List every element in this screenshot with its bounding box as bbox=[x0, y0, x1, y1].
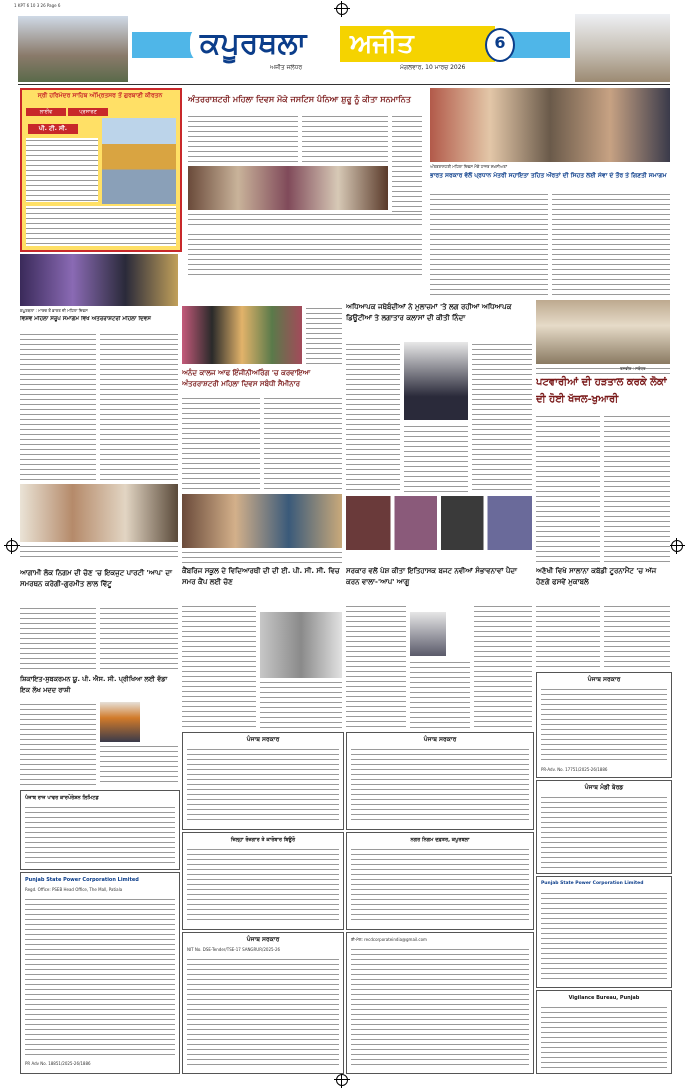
promo-golden-temple-photo bbox=[102, 118, 176, 204]
story-5-portrait-row bbox=[346, 496, 532, 550]
story-1-headline: ਅੰਤਰਰਾਸ਼ਟਰੀ ਮਹਿਲਾ ਦਿਵਸ ਮੌਕੇ ਜਸਟਿਸ ਪੰਨਿਆ ਸ਼ੁਰੂ ਨੂੰ ਕੀਤਾ ਸਨਮਾਨਿਤ bbox=[188, 95, 411, 104]
ad-vigilance bbox=[536, 990, 672, 1074]
ad-tender-ref: NIT No. DSE-Tender/TSE-17 SANGRUR/2025-26 bbox=[187, 947, 281, 952]
ad-pspcl-en bbox=[20, 872, 180, 1074]
story-3-photo-2 bbox=[20, 484, 178, 542]
story-9-col-1 bbox=[346, 604, 406, 728]
story-2-col-2 bbox=[552, 192, 670, 296]
promo-box bbox=[20, 88, 182, 252]
registration-mark bbox=[671, 540, 683, 552]
story-2-col-1 bbox=[430, 192, 548, 296]
ad-pspcl-left bbox=[20, 790, 180, 870]
story-6-headline: ਪਟਵਾਰੀਆਂ ਦੀ ਹੜਤਾਲ ਕਰਕੇ ਲੋਕਾਂ ਦੀ ਹੋਈ ਖੱਜਲ-ਖੁਆਰੀ bbox=[536, 377, 667, 405]
ad-municipal-title: ਨਗਰ ਨਿਗਮ ਦਫ਼ਤਰ, ਕਪੂਰਥਲਾ bbox=[410, 837, 470, 843]
ad-pspcl-right-title: Punjab State Power Corporation Limited bbox=[541, 881, 644, 886]
ad-pspcl-en-body bbox=[25, 897, 175, 1057]
ad-mandi-board-body bbox=[541, 795, 667, 869]
ad-municipal bbox=[346, 832, 534, 930]
story-1-cont bbox=[188, 232, 422, 276]
story-10-col-1 bbox=[536, 604, 600, 668]
promo-tag-2: ਪ੍ਰਸਾਰਣ bbox=[68, 108, 108, 116]
story-1-col-1 bbox=[188, 114, 298, 164]
ad-district-body bbox=[187, 847, 339, 923]
story-3-col-1 bbox=[20, 332, 96, 482]
story-3-photo bbox=[20, 254, 178, 306]
story-10-headline: ਅਣੋਖੀ ਵਿਖੇ ਸਾਲਾਨਾ ਕਬੱਡੀ ਟੂਰਨਾਮੈਂਟ 'ਚ ਅੱਜ ਹੋਣਗੇ ਫਸਵੇਂ ਮੁਕਾਬਲੇ bbox=[536, 567, 657, 586]
story-6-col-1 bbox=[536, 414, 600, 564]
promo-heading: ਸ੍ਰੀ ਹਰਿਮੰਦਰ ਸਾਹਿਬ ਅੰਮ੍ਰਿਤਸਰ ਤੋਂ ਗੁਰਬਾਣੀ ਕੀਰਤਨ bbox=[37, 92, 163, 99]
story-7-col-2 bbox=[100, 606, 178, 670]
story-3-headline: ਵਿਸ਼ਵ ਮਹਿਲਾ ਸਰੂਪ ਸਮਾਗਮ ਵਿਖੇ ਅੰਤਰਰਾਸ਼ਟਰੀ ਮਹਿਲਾ ਦਿਵਸ bbox=[20, 316, 151, 322]
story-4-col-2 bbox=[264, 396, 342, 492]
story-3-col-2 bbox=[100, 332, 178, 482]
story-8-photo bbox=[260, 612, 342, 678]
ad-district-office: ਜ਼ਿਲ੍ਹਾ ਰੋਜ਼ਗਾਰ ਤੇ ਕਾਰੋਬਾਰ ਬਿਊਰੋ bbox=[230, 837, 296, 843]
ad-corp-office-body bbox=[351, 747, 529, 823]
masthead-title-left: ਕਪੂਰਥਲਾ bbox=[190, 24, 360, 64]
story-5-col-2 bbox=[404, 424, 468, 492]
story-1-caption bbox=[188, 212, 422, 228]
story-11-col-1 bbox=[20, 702, 96, 786]
story-8-headline: ਕੈਂਬਰਿਜ ਸਕੂਲ ਦੇ ਵਿਦਿਆਰਥੀ ਦੀ ਦੀ ਈ. ਪੀ. ਸੀ. ਸੀ. ਵਿਚ ਸਮਰ ਕੈਂਪ ਲਈ ਚੋਣ bbox=[182, 567, 340, 586]
story-5-portrait bbox=[404, 342, 468, 420]
story-2-headline: ਭਾਰਤ ਸਰਕਾਰ ਵੱਲੋਂ ਪ੍ਰਧਾਨ ਮੰਤਰੀ ਸਹਾਇਤਾ ਤਹਿਤ ਔਰਤਾਂ ਦੀ ਸਿਹਤ ਲਈ ਸੇਵਾ ਦੇ ਤੌਰ ਤੇ ਗਿਣਤੀ ਸਮਾਗਮ bbox=[430, 172, 667, 179]
registration-mark bbox=[336, 1074, 348, 1086]
ad-pspcl-right-body bbox=[541, 891, 667, 983]
story-6-col-2 bbox=[604, 414, 670, 564]
ad-punjab-right-body bbox=[541, 687, 667, 763]
story-8-col-1 bbox=[182, 604, 256, 728]
ad-pspcl-pr-adv: PR Adv No. 18851/2025-26/1886 bbox=[25, 1061, 91, 1066]
registration-mark bbox=[336, 3, 348, 15]
header-left-photo bbox=[18, 16, 128, 82]
story-1-col-3 bbox=[392, 114, 422, 214]
story-2-photo bbox=[430, 88, 670, 162]
header-blue-band-right bbox=[510, 32, 570, 58]
story-4-photo bbox=[182, 306, 302, 364]
story-4-col-1 bbox=[182, 396, 260, 492]
story-11-portrait bbox=[100, 702, 140, 742]
ad-pspcl-body bbox=[25, 805, 175, 865]
promo-tag-1: ਲਾਈਵ bbox=[26, 108, 66, 116]
story-8-col-2 bbox=[260, 680, 342, 728]
ad-tender-body bbox=[187, 957, 339, 1069]
print-slug: 1 KPT 6 10 3 26 Page 6 bbox=[14, 3, 61, 8]
ad-email bbox=[346, 932, 534, 1074]
ad-punjab-right-pr: PR-Adv. No. 17751/2025-26/1886 bbox=[541, 767, 608, 772]
story-5-col-1 bbox=[346, 342, 400, 492]
story-9-col-3 bbox=[474, 604, 532, 728]
promo-ptc-badge: ਪੀ. ਟੀ. ਸੀ. bbox=[28, 124, 78, 134]
ad-mandi-board bbox=[536, 780, 672, 874]
ad-pspcl-title: ਪੰਜਾਬ ਰਾਜ ਪਾਵਰ ਕਾਰਪੋਰੇਸ਼ਨ ਲਿਮਿਟਡ bbox=[25, 795, 99, 801]
story-5-headline: ਅਧਿਆਪਕ ਜਥੇਬੰਦੀਆਂ ਨੇ ਮੁਲਾਜ਼ਮਾਂ 'ਤੇ ਲਗ ਰਹੀਆਂ ਅਧਿਆਪਕ ਡਿਊਟੀਆਂ ਤੇ ਲਗਾਤਾਰ ਕਲਾਸਾਂ ਦੀ ਕੀਤੀ ਨਿੰਦਾ bbox=[346, 303, 512, 322]
story-4-photo-2 bbox=[182, 494, 342, 548]
story-4-headline: ਅਨੰਦ ਕਾਲਜ ਆਫ ਇੰਜੀਨੀਅਰਿੰਗ 'ਚ ਕਰਵਾਇਆ ਅੰਤਰਰਾਸ਼ਟਰੀ ਮਹਿਲਾ ਦਿਵਸ ਸਬੰਧੀ ਸੈਮੀਨਾਰ bbox=[182, 369, 311, 388]
ad-punjab-right-title: ਪੰਜਾਬ ਸਰਕਾਰ bbox=[587, 676, 621, 683]
ad-punjab-sarkar-body bbox=[187, 747, 339, 823]
story-10-col-2 bbox=[604, 604, 670, 668]
story-11-col-2 bbox=[100, 744, 178, 786]
story-9-headline: ਸਰਕਾਰ ਵਲੋਂ ਪੇਸ਼ ਕੀਤਾ ਇਤਿਹਾਸਕ ਬਜਟ ਨਵੀਆਂ ਸੰਭਾਵਨਾਵਾਂ ਪੈਦਾ ਕਰਨ ਵਾਲਾ-'ਆਪ' ਆਗੂ bbox=[346, 567, 517, 586]
ad-corp-office-title: ਪੰਜਾਬ ਸਰਕਾਰ bbox=[423, 736, 457, 743]
edition-label: ਅਜੀਤ ਜਲੰਧਰ bbox=[270, 64, 303, 71]
registration-mark bbox=[6, 540, 18, 552]
ad-punjab-sarkar-2 bbox=[182, 832, 344, 930]
promo-footer-text bbox=[26, 206, 176, 246]
ad-punjab-sarkar-1 bbox=[182, 732, 344, 830]
story-1-col-2 bbox=[302, 114, 388, 164]
story-1-photo bbox=[188, 166, 388, 210]
ad-pspcl-right bbox=[536, 876, 672, 988]
story-6-photo bbox=[536, 300, 670, 364]
ad-vigilance-title: Vigilance Bureau, Punjab bbox=[568, 995, 640, 1001]
story-5-col-3 bbox=[472, 342, 532, 492]
story-2-caption: ਅੰਤਰਰਾਸ਼ਟਰੀ ਮਹਿਲਾ ਦਿਵਸ ਮੌਕੇ ਹਾਜ਼ਰ ਸ਼ਖ਼ਸੀਅਤਾਂ bbox=[430, 164, 507, 169]
ad-municipal-body bbox=[351, 847, 529, 923]
ad-tender bbox=[182, 932, 344, 1074]
story-4-caption bbox=[182, 550, 342, 564]
story-9-col-2 bbox=[410, 660, 470, 728]
story-3-photo-caption: ਕਪੂਰਥਲਾ : ਮਾਰਚ ਤੋਂ ਭਾਰਤ ਦੀ ਮਹਿਲਾ ਦਿਵਸ bbox=[20, 308, 88, 313]
ad-tender-title: ਪੰਜਾਬ ਸਰਕਾਰ bbox=[246, 936, 280, 943]
header-date: ਮੰਗਲਵਾਰ, 10 ਮਾਰਚ 2026 bbox=[400, 64, 466, 71]
header-rule bbox=[18, 84, 670, 85]
ad-pspcl-title-en: Punjab State Power Corporation Limited bbox=[25, 877, 139, 883]
header-right-photo bbox=[575, 14, 670, 82]
story-3-caption-2 bbox=[20, 544, 178, 558]
masthead-title-right: ਅਜੀਤ bbox=[340, 26, 495, 62]
photo-credit: ਤਸਵੀਰ : ਸਬੰਧਤ bbox=[620, 366, 646, 371]
ad-email-label: ਈ-ਮੇਲ: recdcorporateindia@gmail.com bbox=[351, 937, 427, 942]
story-7-col-1 bbox=[20, 606, 96, 670]
promo-body-text bbox=[26, 138, 98, 202]
page-number: 6 bbox=[494, 33, 506, 52]
story-7-headline: ਆਗਾਮੀ ਲੋਕ ਨਿਗਮ ਦੀ ਚੋਣ 'ਚ ਇਕਜੁਟ ਪਾਰਟੀ 'ਆਪ' ਦਾ ਸਮਰਥਨ ਕਰੇਗੀ-ਗੁਰਮੀਤ ਲਾਲ ਵਿੱਟੂ bbox=[20, 569, 173, 588]
ad-punjab-sarkar-title: ਪੰਜਾਬ ਸਰਕਾਰ bbox=[246, 736, 280, 743]
story-4-side-text bbox=[306, 306, 342, 364]
ad-email-body bbox=[351, 947, 529, 1069]
ad-mandi-board-title: ਪੰਜਾਬ ਮੰਡੀ ਬੋਰਡ bbox=[584, 784, 624, 791]
story-9-portrait bbox=[410, 612, 446, 656]
ad-pspcl-sub: Regd. Office: PSEB Head Office, The Mall, Patiala bbox=[25, 887, 123, 892]
ad-vigilance-body bbox=[541, 1005, 667, 1069]
ad-corp-office bbox=[346, 732, 534, 830]
ad-punjab-right bbox=[536, 672, 672, 778]
story-11-headline: ਸ਼ਿਕਾਇਤ-ਸੁਬਕਰਮਨ ਯੂ. ਪੀ. ਐਸ. ਸੀ. ਪ੍ਰੀਖਿਆ ਲਈ ਵੱਡਾ ਇਕ ਲੱਖ ਮਦਦ ਰਾਸ਼ੀ bbox=[20, 675, 168, 694]
